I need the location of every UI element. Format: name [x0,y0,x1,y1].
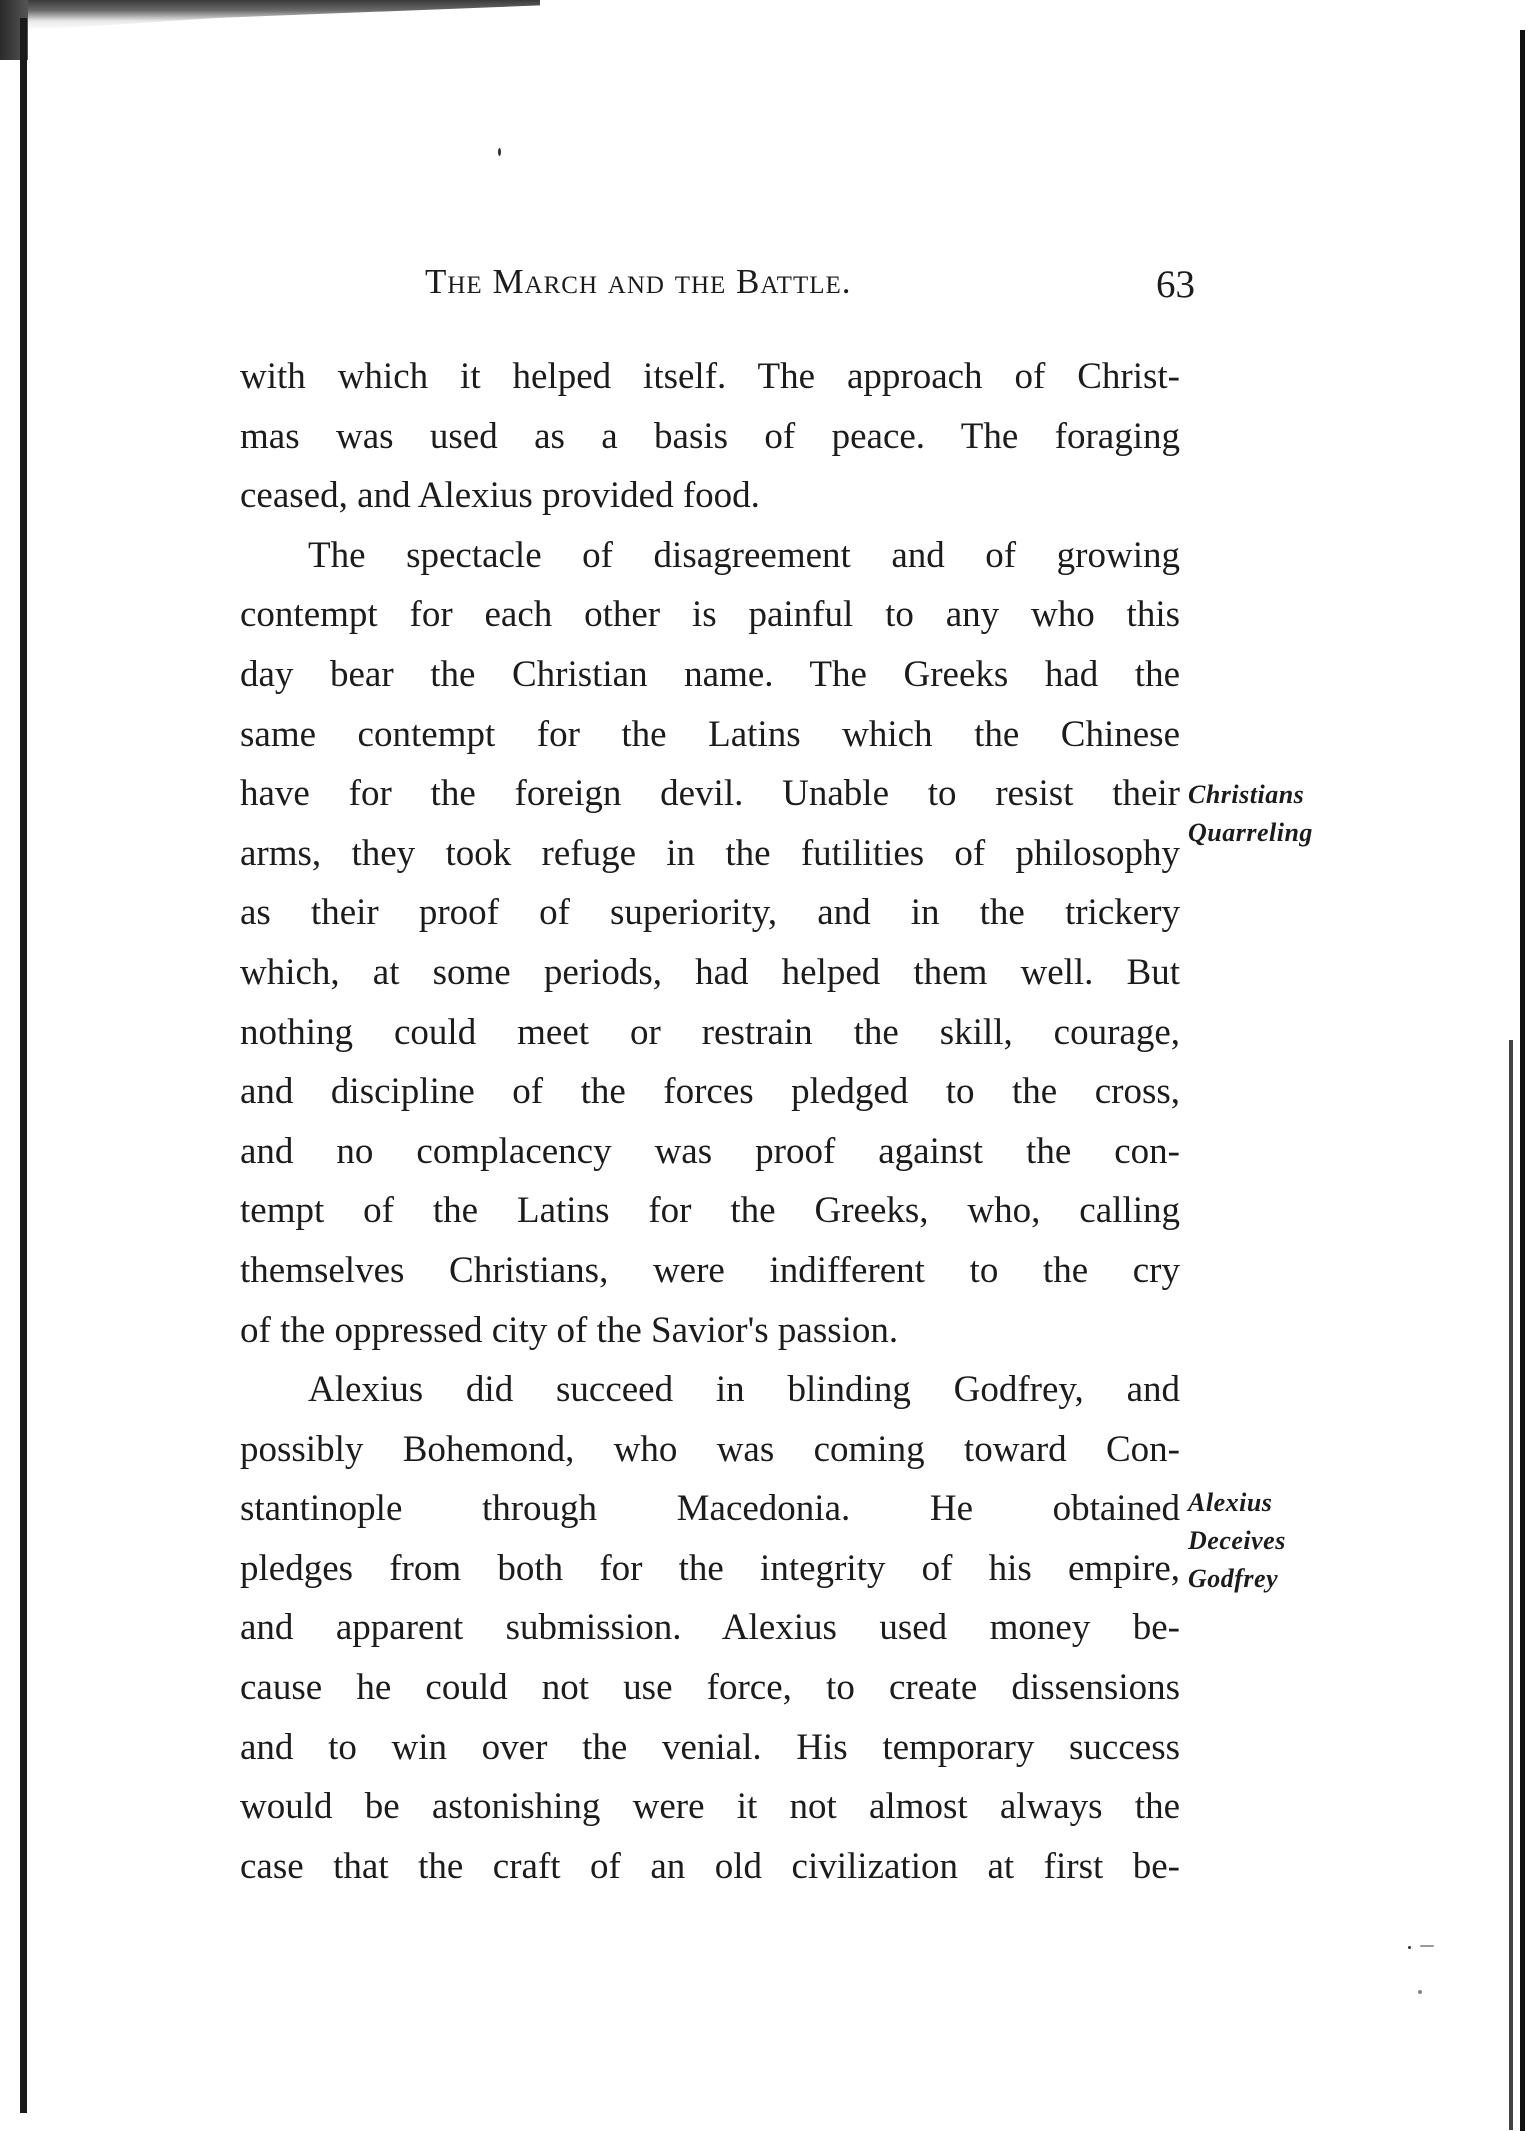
text-line: nothing could meet or restrain the skill, courage, [240,1011,1180,1053]
text-line: and apparent submission. Alexius used money be- [240,1607,1180,1649]
scan-speck [498,148,501,156]
scan-edge-right-inner [1509,1040,1513,2130]
scan-edge-left [20,18,27,2113]
text-line: which, at some periods, had helped them well. But [240,951,1180,993]
text-line: possibly Bohemond, who was coming toward Con- [240,1428,1180,1470]
scan-edge-right [1520,30,1525,2131]
text-line: contempt for each other is painful to any who this [240,594,1180,636]
text-line: stantinople through Macedonia. He obtained [240,1488,1180,1530]
text-line: and discipline of the forces pledged to the cross, [240,1071,1180,1113]
text-line: same contempt for the Latins which the Chinese [240,713,1180,755]
text-line: as their proof of superiority, and in the trickery [240,892,1180,934]
text-line: and no complacency was proof against the con- [240,1130,1180,1172]
text-line: would be astonishing were it not almost always the [240,1786,1180,1828]
text-line: case that the craft of an old civilization at first be- [240,1845,1180,1887]
running-title: The March and the Battle. [425,262,852,301]
scan-edge-top [0,0,540,30]
text-line: with which it helped itself. The approach of Christ- [240,356,1180,397]
text-line: and to win over the venial. His temporary success [240,1726,1180,1768]
text-line: have for the foreign devil. Unable to resist their [240,773,1180,815]
margin-note-line: Quarreling [1188,818,1313,847]
text-line: themselves Christians, were indifferent to the cry [240,1249,1180,1291]
margin-note-line: Alexius [1188,1488,1273,1517]
text-line: pledges from both for the integrity of his empire, [240,1547,1180,1589]
text-line: cause he could not use force, to create dissensions [240,1667,1180,1709]
margin-note-alexius-deceives-godfrey [1188,1484,1286,1598]
page-header [425,262,1195,322]
text-line: Alexius did succeed in blinding Godfrey, and [308,1369,1180,1411]
scan-speck [1418,1990,1422,1994]
text-line: ceased, and Alexius provided food. [240,475,760,517]
page-number: 63 [1156,263,1195,306]
scan-speck [1408,1946,1411,1949]
margin-note-christians-quarreling [1188,776,1313,852]
text-line: tempt of the Latins for the Greeks, who, calling [240,1190,1180,1232]
margin-note-line: Godfrey [1188,1564,1279,1593]
margin-note-line: Deceives [1188,1526,1286,1555]
text-line: of the oppressed city of the Savior's passion. [240,1309,899,1351]
text-line: The spectacle of disagreement and of growing [308,534,1180,576]
margin-note-line: Christians [1188,780,1305,809]
text-line: day bear the Christian name. The Greeks had the [240,653,1180,695]
text-line: mas was used as a basis of peace. The foraging [240,415,1180,457]
text-line: arms, they took refuge in the futilities of philosophy [240,832,1180,874]
body-text [240,347,1180,1896]
scan-speck [1420,1945,1434,1947]
